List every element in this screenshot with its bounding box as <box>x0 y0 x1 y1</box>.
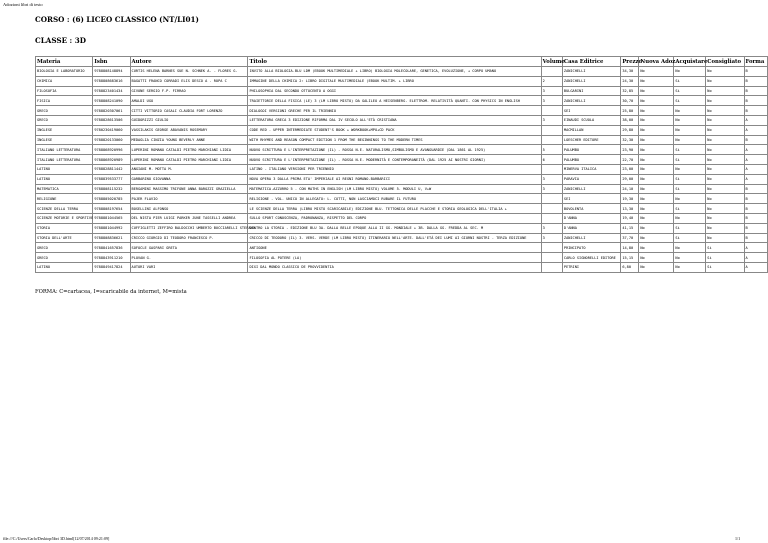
cell-volume: 3 <box>541 115 562 125</box>
table-row <box>36 194 768 204</box>
cell-isbn: 9788839533777 <box>93 174 130 184</box>
cell-materia: FILOSOFIA <box>36 86 93 96</box>
cell-nuova-adoz: No <box>639 233 674 243</box>
cell-consigliato: Si <box>706 253 744 263</box>
cell-acquistare: Si <box>674 76 706 86</box>
cell-casa-editrice: ZANICHELLI <box>562 67 620 77</box>
table-row <box>36 115 768 125</box>
cell-titolo: PHILOSOPHIA DAL SECONDO OTTOCENTO A OGGI <box>248 86 541 96</box>
cell-acquistare: No <box>674 106 706 116</box>
cell-titolo: LATINO - ITALIANO VERSIONI PER TRIENNIO <box>248 164 541 174</box>
cell-titolo: TRAIETTORIE DELLA FISICA (LE) 3 (LM LIBRO MISTO) DA GALILEO A HEISENBERG. ELETTROM. RELATIVITÀ QUANTI. CON PHYSICS IN ENGLISH <box>248 96 541 106</box>
cell-nuova-adoz: No <box>639 145 674 155</box>
table-row <box>36 125 768 135</box>
cell-autore: CURTIS HELENA BARNES SUE N. SCHNEK A. - FLORES G. <box>130 67 248 77</box>
cell-forma: B <box>744 213 767 223</box>
cell-materia: LATINO <box>36 164 93 174</box>
cell-isbn: 9788808241090 <box>93 96 130 106</box>
cell-casa-editrice: ZANICHELLI <box>562 96 620 106</box>
cell-prezzo: 25,80 <box>621 106 639 116</box>
cell-prezzo: 30,70 <box>621 96 639 106</box>
cell-prezzo: 32,85 <box>621 86 639 96</box>
cell-casa-editrice: ZANICHELLI <box>562 76 620 86</box>
table-row <box>36 86 768 96</box>
cell-isbn: 9788881044992 <box>93 223 130 233</box>
cell-acquistare: No <box>674 253 706 263</box>
cell-forma: A <box>744 262 767 272</box>
cell-consigliato: No <box>706 125 744 135</box>
col-nuova-adoz: Nuova Adoz. <box>640 58 678 65</box>
table-row <box>36 204 768 214</box>
cell-consigliato: Si <box>706 262 744 272</box>
table-row <box>36 145 768 155</box>
cell-nuova-adoz: No <box>639 204 674 214</box>
cell-volume <box>541 125 562 135</box>
cell-casa-editrice: SEI <box>562 194 620 204</box>
cell-nuova-adoz: No <box>639 243 674 253</box>
cell-casa-editrice: PRINCIPATO <box>562 243 620 253</box>
cell-acquistare: No <box>674 135 706 145</box>
cell-consigliato: No <box>706 145 744 155</box>
cell-forma: A <box>744 253 767 263</box>
cell-nuova-adoz: No <box>639 253 674 263</box>
cell-casa-editrice: PALUMBO <box>562 145 620 155</box>
cell-autore: LUPERINI ROMANO CATALDI PIETRO MARCHIANI LIDIA <box>130 155 248 165</box>
cell-forma: B <box>744 194 767 204</box>
cell-materia: RELIGIONE <box>36 194 93 204</box>
cell-titolo: NOVA OPERA 3 DALLA PRIMA ETA' IMPERIALE AI REGNI ROMANO-BARBARICI <box>248 174 541 184</box>
cell-titolo: FILOSOFIA AL POTERE (LA) <box>248 253 541 263</box>
cell-consigliato: Si <box>706 243 744 253</box>
cell-isbn: 9788808115232 <box>93 184 130 194</box>
cell-consigliato: No <box>706 194 744 204</box>
cell-prezzo: 37,70 <box>621 233 639 243</box>
cell-prezzo: 6,80 <box>621 262 639 272</box>
cell-consigliato: No <box>706 76 744 86</box>
cell-acquistare: No <box>674 243 706 253</box>
cell-acquistare: Si <box>674 155 706 165</box>
cell-materia: LATINO <box>36 174 93 184</box>
cell-nuova-adoz: No <box>639 115 674 125</box>
cell-isbn: 9788828811442 <box>93 164 130 174</box>
cell-acquistare: Si <box>674 174 706 184</box>
cell-isbn: 9788868920996 <box>93 145 130 155</box>
cell-autore: LUPERINI ROMANO CATALDI PIETRO MARCHIANI LIDIA <box>130 145 248 155</box>
table-row <box>36 233 768 243</box>
cell-forma: B <box>744 106 767 116</box>
cell-volume <box>541 204 562 214</box>
cell-casa-editrice: BULGARINI <box>562 86 620 96</box>
cell-volume <box>541 164 562 174</box>
cell-consigliato: No <box>706 184 744 194</box>
cell-autore: VASSILAKIS GEORGE ABAVANIS ROSEMARY <box>130 125 248 135</box>
cell-isbn: 9788808836621 <box>93 233 130 243</box>
cell-nuova-adoz: No <box>639 262 674 272</box>
cell-titolo: WITH RHYMES AND REASON COMPACT EDITION 1 FROM THE BEGINNINGS TO THE MODERN TIMES <box>248 135 541 145</box>
cell-volume: 3 <box>541 174 562 184</box>
cell-casa-editrice: BOVOLENTA <box>562 204 620 214</box>
cell-forma: B <box>744 67 767 77</box>
cell-consigliato: No <box>706 135 744 145</box>
cell-consigliato: No <box>706 213 744 223</box>
cell-casa-editrice: EINAUDI SCUOLA <box>562 115 620 125</box>
cell-casa-editrice: PETRINI <box>562 262 620 272</box>
col-materia: Materia <box>36 57 93 67</box>
table-row <box>36 106 768 116</box>
footer-page-number: 1/1 <box>735 536 741 541</box>
cell-prezzo: 22,70 <box>621 155 639 165</box>
cell-casa-editrice: PALUMBO <box>562 155 620 165</box>
cell-acquistare: Si <box>674 204 706 214</box>
cell-prezzo: 24,30 <box>621 76 639 86</box>
cell-materia: CHIMICA <box>36 76 93 86</box>
cell-autore: MEDAGLIA CINZIA YOUNG BEVERLY ANNE <box>130 135 248 145</box>
table-row <box>36 155 768 165</box>
col-autore: Autore <box>130 57 248 67</box>
cell-materia: ITALIANO LETTERATURA <box>36 145 93 155</box>
cell-acquistare: No <box>674 67 706 77</box>
cell-volume: 3 <box>541 96 562 106</box>
table-header-row <box>36 57 768 67</box>
cell-titolo: DENTRO LA STORIA - EDIZIONE BLU 3A. DALLA BELLE EPOQUE ALLA II GG. MONDIALE + 3B. DALLA GG. FREDDA AL SEC. M <box>248 223 541 233</box>
cell-materia: INGLESE <box>36 135 93 145</box>
cell-isbn: 9788823401434 <box>93 86 130 96</box>
table-row <box>36 253 768 263</box>
cell-volume: 3 <box>541 223 562 233</box>
cell-forma: A <box>744 155 767 165</box>
cell-titolo: RELIGIONE - VOL. UNICO IN ALLEGATO: L. COTTI, NON LASCIAMOCI RUBARE IL FUTURO <box>248 194 541 204</box>
table-row <box>36 223 768 233</box>
cell-prezzo: 29,00 <box>621 174 639 184</box>
cell-prezzo: 19,40 <box>621 213 639 223</box>
cell-casa-editrice: MINERVA ITALICA <box>562 164 620 174</box>
cell-titolo: NUOVO SCRITTURA E L'INTERPRETAZIONE (IL) - ROSSA N.E. MODERNITÀ E CONTEMPORANEITÀ (DAL 1925 AI NOSTRI GIORNI) <box>248 155 541 165</box>
cell-materia: SCIENZE DELLA TERRA <box>36 204 93 214</box>
cell-isbn: 9788881044565 <box>93 213 130 223</box>
cell-forma: A <box>744 174 767 184</box>
col-casa-editrice: Casa Editrice <box>562 57 620 67</box>
cell-consigliato: No <box>706 155 744 165</box>
cell-nuova-adoz: No <box>639 155 674 165</box>
cell-acquistare: No <box>674 213 706 223</box>
cell-volume: 6 <box>541 155 562 165</box>
cell-acquistare: Si <box>674 223 706 233</box>
cell-prezzo: 38,00 <box>621 115 639 125</box>
cell-materia: INGLESE <box>36 125 93 135</box>
cell-materia: GRECO <box>36 115 93 125</box>
cell-isbn: 9788805020785 <box>93 194 130 204</box>
cell-materia: GRECO <box>36 253 93 263</box>
cell-isbn: 9780230419060 <box>93 125 130 135</box>
cell-acquistare: Si <box>674 86 706 96</box>
col-prezzo: Prezzo <box>622 58 643 65</box>
cell-autore: GIVONE SERGIO F.P. FIRRAO <box>130 86 248 96</box>
table-row <box>36 262 768 272</box>
cell-volume: 2 <box>541 76 562 86</box>
cell-consigliato: No <box>706 115 744 125</box>
cell-autore: GARBARINO GIOVANNA <box>130 174 248 184</box>
col-consigliato: Consigliato <box>706 57 744 67</box>
cell-autore: AMALDI UGO <box>130 96 248 106</box>
course-title: CORSO : (6) LICEO CLASSICO (NT/LI01) <box>35 15 199 24</box>
cell-materia: STORIA DELL'ARTE <box>36 233 93 243</box>
cell-isbn: 9788820133060 <box>93 135 130 145</box>
cell-casa-editrice: D'ANNA <box>562 223 620 233</box>
cell-nuova-adoz: No <box>639 164 674 174</box>
cell-materia: LATINO <box>36 262 93 272</box>
cell-forma: A <box>744 243 767 253</box>
cell-acquistare: No <box>674 262 706 272</box>
cell-forma: B <box>744 135 767 145</box>
cell-forma: A <box>744 164 767 174</box>
cell-consigliato: No <box>706 204 744 214</box>
col-forma: Forma <box>744 57 767 67</box>
cell-casa-editrice: D'ANNA <box>562 213 620 223</box>
cell-titolo: DIALOGOI VERSIONI GRECHE PER IL TRIENNIO <box>248 106 541 116</box>
cell-nuova-adoz: No <box>639 194 674 204</box>
cell-materia: ITALIANO LETTERATURA <box>36 155 93 165</box>
table-body <box>36 67 768 273</box>
cell-titolo: LETTERATURA GRECA 3 EDIZIONE RIFORMA DAL IV SECOLO ALL'ETÀ CRISTIANA <box>248 115 541 125</box>
cell-autore: BOSELLINI ALFONSO <box>130 204 248 214</box>
cell-forma: B <box>744 184 767 194</box>
cell-casa-editrice: LOESCHER EDITORE <box>562 135 620 145</box>
cell-nuova-adoz: No <box>639 174 674 184</box>
cell-volume: 5 <box>541 145 562 155</box>
cell-acquistare: No <box>674 164 706 174</box>
cell-titolo: INVITO ALLA BIOLOGIA.BLU LDM (EBOOK MULTIMEDIALE + LIBRO) BIOLOGIA MOLECOLARE, GENETICA, EVOLUZIONE, + CORPO UMANO <box>248 67 541 77</box>
cell-forma: A <box>744 115 767 125</box>
cell-nuova-adoz: No <box>639 106 674 116</box>
cell-titolo: NUOVO SCRITTURA E L'INTERPRETAZIONE (IL) - ROSSA N.E. NATURALISMO,SIMBOLISMO E AVANGUARDIE (DAL 1861 AL 1925) <box>248 145 541 155</box>
cell-forma: B <box>744 76 767 86</box>
cell-autore: ANGIANI M. MOTTA M. <box>130 164 248 174</box>
cell-isbn: 9788808148894 <box>93 67 130 77</box>
cell-autore: AUTORI VARI <box>130 262 248 272</box>
cell-consigliato: No <box>706 223 744 233</box>
cell-titolo: SULLO SPORT CONOSCENZA, PADRONANZA, RISPETTO DEL CORPO <box>248 213 541 223</box>
cell-nuova-adoz: No <box>639 96 674 106</box>
cell-volume: 3 <box>541 233 562 243</box>
cell-materia: SCIENZE MOTORIE E SPORTIVE <box>36 213 93 223</box>
cell-materia: BIOLOGIA E LABORATORIO <box>36 67 93 77</box>
cell-casa-editrice: ZANICHELLI <box>562 233 620 243</box>
cell-casa-editrice: SEI <box>562 106 620 116</box>
table-row <box>36 67 768 77</box>
cell-materia: STORIA <box>36 223 93 233</box>
cell-titolo: LE SCIENZE DELLA TERRA (LIBRO MISTO SCARICABILE) EDIZIONE BLU. TETTONICA DELLE PLACCHE E STORIA GEOLOGICA DELL'ITALIA + <box>248 204 541 214</box>
cell-volume <box>541 213 562 223</box>
cell-prezzo: 24,10 <box>621 184 639 194</box>
cell-acquistare: Si <box>674 233 706 243</box>
cell-consigliato: No <box>706 164 744 174</box>
cell-forma: A <box>744 125 767 135</box>
cell-prezzo: 15,15 <box>621 253 639 263</box>
cell-materia: FISICA <box>36 96 93 106</box>
cell-isbn: 9788849417824 <box>93 262 130 272</box>
cell-consigliato: No <box>706 86 744 96</box>
cell-materia: GRECO <box>36 106 93 116</box>
class-title: CLASSE : 3D <box>35 36 86 45</box>
table-row <box>36 96 768 106</box>
cell-nuova-adoz: No <box>639 135 674 145</box>
table-row <box>36 76 768 86</box>
cell-consigliato: No <box>706 96 744 106</box>
cell-consigliato: No <box>706 233 744 243</box>
col-isbn: Isbn <box>93 57 130 67</box>
cell-nuova-adoz: No <box>639 86 674 96</box>
cell-forma: A <box>744 145 767 155</box>
table-row <box>36 164 768 174</box>
cell-nuova-adoz: No <box>639 76 674 86</box>
cell-nuova-adoz: No <box>639 223 674 233</box>
cell-forma: B <box>744 86 767 96</box>
cell-forma: B <box>744 233 767 243</box>
cell-forma: B <box>744 96 767 106</box>
cell-prezzo: 14,80 <box>621 243 639 253</box>
cell-prezzo: 19,30 <box>621 194 639 204</box>
cell-acquistare: No <box>674 194 706 204</box>
col-acquistare: Acquistare <box>675 58 708 65</box>
cell-titolo: CRICCO DI TEODORO (IL) 3. VERS. VERDE (LM LIBRO MISTO) ITINERARIO NELL'ARTE. DALL'ETÀ DEI LUMI AI GIORNI NOSTRI - TERZA EDIZIONE <box>248 233 541 243</box>
cell-titolo: CODE RED - UPPER INTERMEDIATE STUDENT'S BOOK + WORKBOOK+MPO+CD PACK <box>248 125 541 135</box>
cell-consigliato: No <box>706 174 744 184</box>
cell-nuova-adoz: No <box>639 67 674 77</box>
cell-volume <box>541 262 562 272</box>
cell-prezzo: 41,15 <box>621 223 639 233</box>
cell-autore: BAGATTI FRANCO CORRADI ELIS DESCO A - ROPA C <box>130 76 248 86</box>
cell-materia: GRECO <box>36 243 93 253</box>
cell-volume <box>541 194 562 204</box>
cell-acquistare: No <box>674 125 706 135</box>
cell-autore: BERGAMINI MASSIMO TRIFONE ANNA BAROZZI GRAZIELLA <box>130 184 248 194</box>
cell-autore: CUFFIGLETTI ZEFFIRO BALDOCCHI UMBERTO BUCCIARELLI STEFANO <box>130 223 248 233</box>
table-row <box>36 243 768 253</box>
books-table <box>35 56 768 273</box>
cell-volume: 3 <box>541 86 562 96</box>
cell-nuova-adoz: No <box>639 125 674 135</box>
cell-forma: B <box>744 223 767 233</box>
cell-prezzo: 32,30 <box>621 135 639 145</box>
cell-volume <box>541 67 562 77</box>
cell-isbn: 9788843911210 <box>93 253 130 263</box>
cell-isbn: 9788841657836 <box>93 243 130 253</box>
cell-volume <box>541 243 562 253</box>
cell-autore: SOFOCLE GASPARI GRETA <box>130 243 248 253</box>
cell-volume <box>541 106 562 116</box>
cell-titolo: MATEMATICA.AZZURRO 5 - CON MATHS IN ENGLISH (LM LIBRO MISTO) VOLUME 5. MODULI U, V+W <box>248 184 541 194</box>
cell-nuova-adoz: No <box>639 213 674 223</box>
cell-prezzo: 34,30 <box>621 67 639 77</box>
cell-acquistare: Si <box>674 96 706 106</box>
cell-materia: MATEMATICA <box>36 184 93 194</box>
cell-acquistare: Si <box>674 145 706 155</box>
cell-nuova-adoz: No <box>639 184 674 194</box>
cell-autore: CRICCO GIORGIO DI TEODORO FRANCESCO P. <box>130 233 248 243</box>
cell-autore: PAJER FLAVIO <box>130 194 248 204</box>
cell-isbn: 9788808683616 <box>93 76 130 86</box>
cell-titolo: DIXI DAL MONDO CLASSICO DE PROVVIDENTIA <box>248 262 541 272</box>
cell-forma: B <box>744 204 767 214</box>
cell-isbn: 9788820307061 <box>93 106 130 116</box>
col-titolo: Titolo <box>248 57 541 67</box>
cell-acquistare: No <box>674 115 706 125</box>
cell-autore: DEL NISTA PIER LUIGI PARKER JUNE TASSELLI ANDREA <box>130 213 248 223</box>
cell-acquistare: Si <box>674 184 706 194</box>
page-topline: Adozioni libri di testo <box>3 2 43 7</box>
cell-casa-editrice: MACMILLAN <box>562 125 620 135</box>
cell-prezzo: 13,30 <box>621 204 639 214</box>
cell-isbn: 9788808197654 <box>93 204 130 214</box>
table-row <box>36 174 768 184</box>
cell-autore: PLOVAN G. <box>130 253 248 263</box>
table-row <box>36 135 768 145</box>
table-row <box>36 184 768 194</box>
forma-legend: FORMA: C=cartacea, I=scaricabile da internet, M=mista <box>35 289 187 295</box>
cell-consigliato: No <box>706 106 744 116</box>
footer-path: file:///C:/Users/Carlo/Desktop/libri 3D.html[12/07/2014 09:21:09] <box>3 536 110 541</box>
cell-titolo: IMMAGINE DELLA CHIMICA 2: LIBRO DIGITALE MULTIMEDIALE (EBOOK MULTIM. + LIBRO <box>248 76 541 86</box>
cell-casa-editrice: PARAVIA <box>562 174 620 184</box>
cell-consigliato: No <box>706 67 744 77</box>
cell-autore: GUIDORIZZI GIULIO <box>130 115 248 125</box>
cell-volume: 3 <box>541 184 562 194</box>
cell-volume <box>541 135 562 145</box>
cell-titolo: ANTIGONE <box>248 243 541 253</box>
cell-volume <box>541 253 562 263</box>
cell-autore: CITTI VITTORIO CASALI CLAUDIA FORT LORENZO <box>130 106 248 116</box>
cell-prezzo: 23,00 <box>621 164 639 174</box>
cell-prezzo: 29,80 <box>621 125 639 135</box>
cell-prezzo: 23,90 <box>621 145 639 155</box>
table-row <box>36 213 768 223</box>
cell-casa-editrice: CARLO SIGNORELLI EDITORE <box>562 253 620 263</box>
cell-isbn: 9788828613506 <box>93 115 130 125</box>
cell-casa-editrice: ZANICHELLI <box>562 184 620 194</box>
cell-isbn: 9788868920989 <box>93 155 130 165</box>
col-volume: Volume <box>542 58 565 65</box>
